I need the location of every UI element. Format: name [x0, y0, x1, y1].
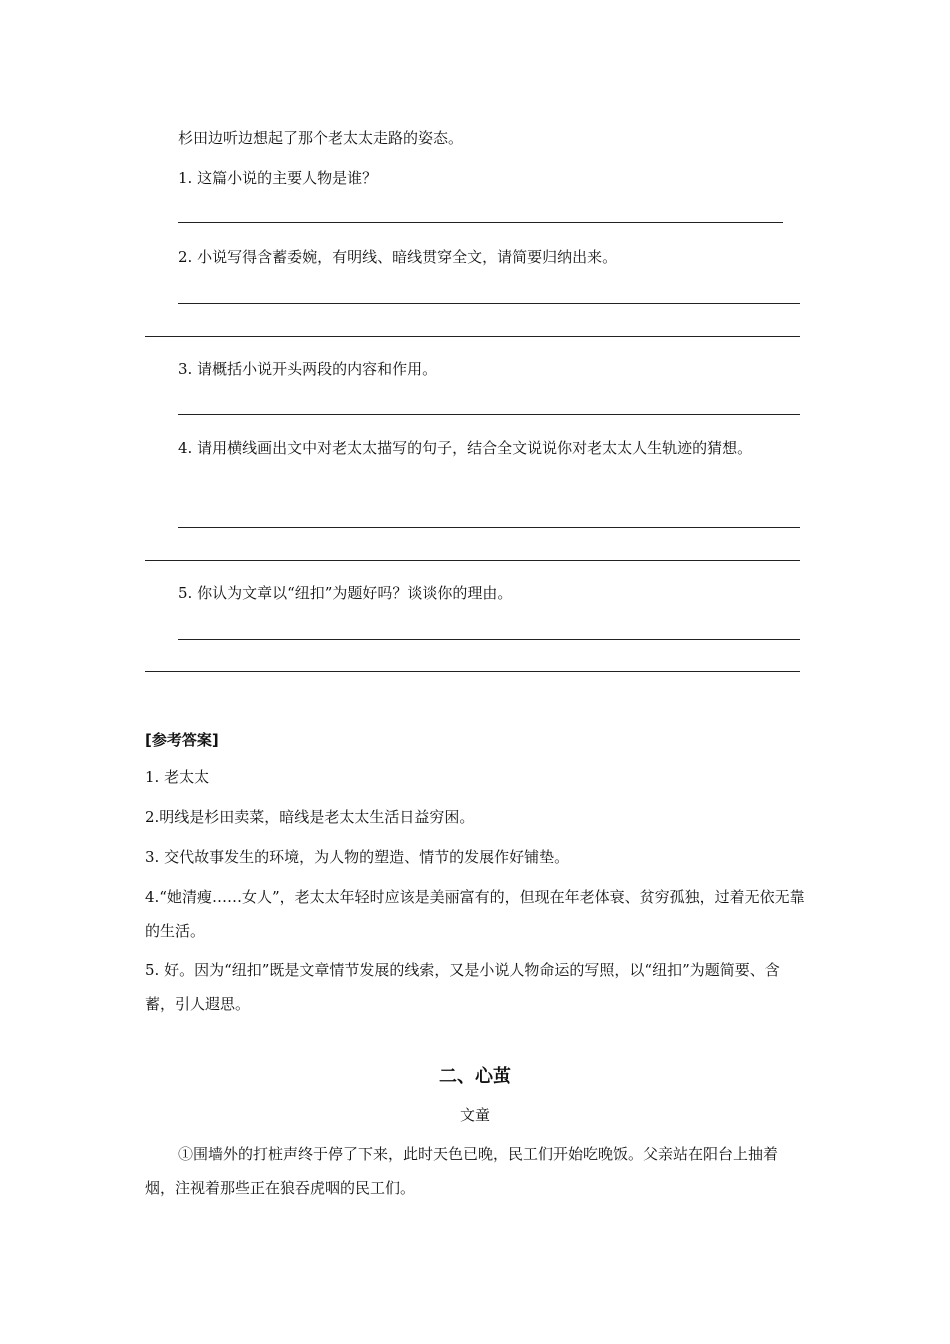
answer-line: [145, 560, 800, 561]
answer-line: [178, 222, 783, 223]
answer-2: 2.明线是杉田卖菜，暗线是老太太生活日益穷困。: [145, 808, 475, 826]
answer-line: [145, 336, 800, 337]
answer-line: [178, 414, 800, 415]
section-author: 文童: [459, 1106, 490, 1124]
answer-5: 5. 好。因为“纽扣”既是文章情节发展的线索，又是小说人物命运的写照，以“纽扣”为题简要、含蓄，引人遐思。: [145, 961, 780, 1013]
answer-line: [178, 639, 800, 640]
answer-line: [178, 527, 800, 528]
question-1: 1. 这篇小说的主要人物是谁？: [178, 169, 378, 187]
question-2: 2. 小说写得含蓄委婉，有明线、暗线贯穿全文，请简要归纳出来。: [178, 248, 618, 266]
answer-3: 3. 交代故事发生的环境，为人物的塑造、情节的发展作好铺垫。: [145, 848, 570, 866]
section-paragraph: ①围墙外的打桩声终于停了下来，此时天色已晚，民工们开始吃晚饭。父亲站在阳台上抽着烟，注视着那些正在狼吞虎咽的民工们。: [145, 1145, 779, 1197]
answer-line: [178, 303, 800, 304]
answer-heading: [参考答案]: [145, 731, 219, 749]
section-title: 二、心茧: [439, 1066, 511, 1087]
question-3: 3. 请概括小说开头两段的内容和作用。: [178, 360, 438, 378]
question-5: 5. 你认为文章以“纽扣”为题好吗？谈谈你的理由。: [178, 584, 513, 602]
answer-4: 4.“她清瘦……女人”，老太太年轻时应该是美丽富有的，但现在年老体衰、贫穷孤独，过着无依无靠的生活。: [145, 888, 805, 940]
answer-line: [145, 671, 800, 672]
answer-1: 1. 老太太: [145, 768, 210, 786]
question-4: 4. 请用横线画出文中对老太太描写的句子，结合全文说说你对老太太人生轨迹的猜想。: [178, 439, 753, 457]
intro-text: 杉田边听边想起了那个老太太走路的姿态。: [178, 129, 464, 147]
